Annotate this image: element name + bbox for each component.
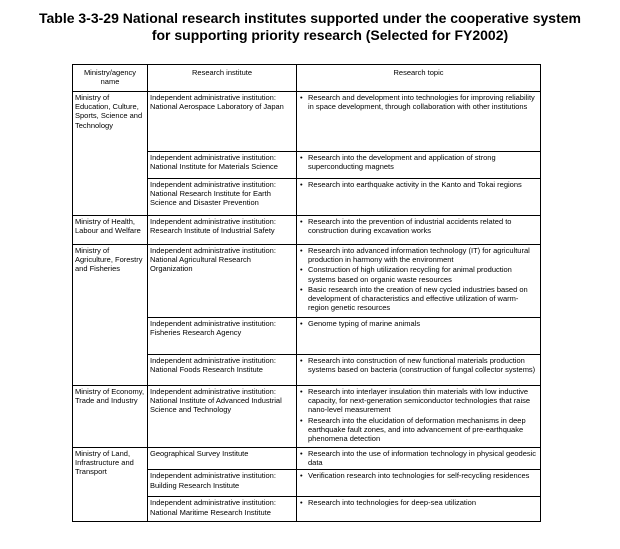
- table-row: [73, 448, 541, 470]
- topic-item: • Research into earthquake activity in the Kanto and Tokai regions: [308, 180, 538, 189]
- topic-item: • Research into construction of new functional materials production systems based on bacteria (construction of fungal collector systems): [308, 356, 538, 374]
- topic-cell: [297, 355, 541, 386]
- topic-cell: [297, 92, 541, 152]
- topic-item: • Research into technologies for deep-sea utilization: [308, 498, 538, 507]
- institute-cell: Independent administrative institution: National Aerospace Laboratory of Japan: [148, 92, 297, 152]
- topic-cell: [297, 216, 541, 245]
- topic-cell: [297, 179, 541, 216]
- institute-cell: Independent administrative institution: National Institute for Materials Science: [148, 152, 297, 179]
- topic-item: • Research and development into technologies for improving reliability in space development, through collaboration with other institutions: [308, 93, 538, 111]
- institute-cell: Independent administrative institution: National Research Institute for Earth Science and Disaster Prevention: [148, 179, 297, 216]
- ministry-cell: Ministry of Economy, Trade and Industry: [73, 386, 148, 448]
- topic-item: • Research into the development and application of strong superconducting magnets: [308, 153, 538, 171]
- institute-cell: Geographical Survey Institute: [148, 448, 297, 470]
- topic-cell: [297, 497, 541, 522]
- topic-cell: [297, 448, 541, 470]
- topic-item: • Research into the elucidation of deformation mechanisms in deep earthquake fault zones, and into advancement of pre-earthquake phenomena detection: [308, 416, 538, 444]
- title-line-1: Table 3-3-29 National research institutes supported under the cooperative system: [38, 10, 581, 26]
- table-header-row: [73, 65, 541, 92]
- topic-item: • Research into advanced information technology (IT) for agricultural production in harmony with the environment: [308, 246, 538, 264]
- ministry-cell: Ministry of Health, Labour and Welfare: [73, 216, 148, 245]
- topic-item: • Research into interlayer insulation thin materials with low inductive capacity, for next-generation semiconductor technologies that raise nano-level measurement: [308, 387, 538, 415]
- title-line-2: for supporting priority research (Selected for FY2002): [151, 27, 509, 43]
- table-row: [73, 92, 541, 152]
- ministry-cell: Ministry of Education, Culture, Sports, Science and Technology: [73, 92, 148, 216]
- header-ministry: Ministry/agency name: [73, 65, 148, 92]
- topic-item: • Research into the use of information technology in physical geodesic data: [308, 449, 538, 467]
- research-institutes-table: [72, 64, 541, 522]
- institute-cell: Independent administrative institution: Building Research Institute: [148, 470, 297, 497]
- topic-item: • Research into the prevention of industrial accidents related to construction during excavation works: [308, 217, 538, 235]
- table-title: [0, 10, 620, 44]
- institute-cell: Independent administrative institution: Research Institute of Industrial Safety: [148, 216, 297, 245]
- topic-item: • Verification research into technologies for self-recycling residences: [308, 471, 538, 480]
- header-topic: Research topic: [297, 65, 541, 92]
- topic-cell: [297, 152, 541, 179]
- topic-cell: [297, 386, 541, 448]
- topic-cell: [297, 245, 541, 318]
- ministry-cell: Ministry of Agriculture, Forestry and Fisheries: [73, 245, 148, 386]
- topic-item: • Genome typing of marine animals: [308, 319, 538, 328]
- table-row: [73, 245, 541, 318]
- header-institute: Research institute: [148, 65, 297, 92]
- ministry-cell: Ministry of Land, Infrastructure and Transport: [73, 448, 148, 522]
- topic-item: • Construction of high utilization recycling for animal production systems based on organic waste resources: [308, 265, 538, 283]
- institute-cell: Independent administrative institution: National Agricultural Research Organization: [148, 245, 297, 318]
- topic-item: • Basic research into the creation of new cycled industries based on development of characteristics and effective utilization of warm-region genetic resources: [308, 285, 538, 313]
- table-row: [73, 216, 541, 245]
- topic-cell: [297, 318, 541, 355]
- institute-cell: Independent administrative institution: National Institute of Advanced Industrial Science and Technology: [148, 386, 297, 448]
- institute-cell: Independent administrative institution: National Foods Research Institute: [148, 355, 297, 386]
- institute-cell: Independent administrative institution: Fisheries Research Agency: [148, 318, 297, 355]
- table-row: [73, 386, 541, 448]
- institute-cell: Independent administrative institution: National Maritime Research Institute: [148, 497, 297, 522]
- topic-cell: [297, 470, 541, 497]
